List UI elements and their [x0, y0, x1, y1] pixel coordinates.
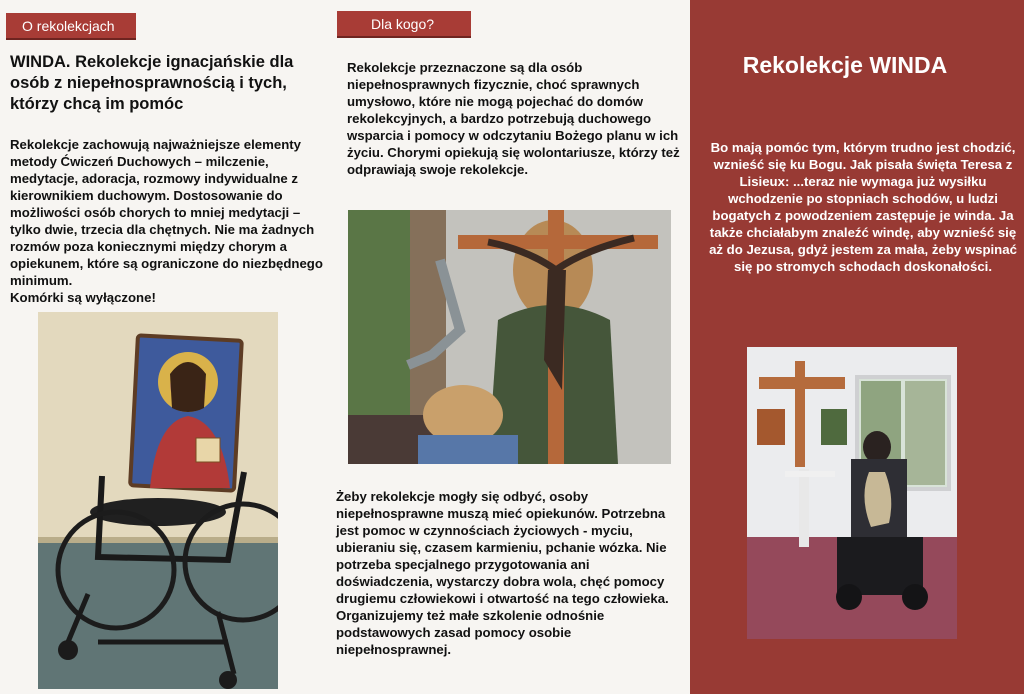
wheelchair-icon-illustration — [38, 312, 278, 689]
left-body — [10, 136, 330, 306]
crucifix-illustration — [348, 210, 671, 464]
page-title: WINDA. Rekolekcje ignacjańskie dla osób z niepełnosprawnością i tych, którzy chcą im pomóc — [10, 53, 294, 113]
left-body-text: Rekolekcje zachowują najważniejsze elementy metody Ćwiczeń Duchowych – milczenie, medytacje, adoracja, rozmowy indywidualne z kierownikiem duchowym. Dostosowanie do możliwości osób chorych to mniej medytacji – tylko dwie, trzecia dla chętnych. Nie ma żadnych rozmów poza koniecznymi między chorym a opiekunem, które są ograniczone do niezbędnego minimum. — [10, 137, 323, 288]
tab-o-rekolekcjach: O rekolekcjach — [6, 13, 136, 40]
right-body: Bo mają pomóc tym, którym trudno jest chodzić, wznieść się ku Bogu. Jak pisała święta Teresa z Lisieux: ...teraz nie wymaga już wysiłku wchodzenie po stopniach schodów, u ludzi bogatych z powodzeniem zastępuje je winda. Ja także chciałabym znaleźć windę, aby wznieść się aż do Jezusa, gdyż jestem za mała, żeby wspinać się po stromych schodach doskonałości. — [709, 140, 1017, 274]
wheelchair-photo — [38, 312, 278, 689]
chapel-illustration — [747, 347, 957, 639]
tab-dla-kogo: Dla kogo? — [337, 11, 471, 38]
middle-body-top: Rekolekcje przeznaczone są dla osób niepełnosprawnych fizycznie, choć sprawnych umysłowo, które nie mogą pojechać do domów rekolekcyjnych, a bardzo potrzebują duchowego wsparcia i pomocy w odczytaniu Bożego planu w ich życiu. Chorymi opiekują się wolontariusze, którzy też odprawiają swoje rekolekcje. — [347, 60, 680, 177]
chapel-photo — [747, 347, 957, 639]
crucifix-photo — [348, 210, 671, 464]
phones-off-text: Komórki są wyłączone! — [10, 290, 156, 305]
right-title: Rekolekcje WINDA — [742, 52, 948, 78]
middle-body-bottom: Żeby rekolekcje mogły się odbyć, osoby niepełnosprawne muszą mieć opiekunów. Potrzebna jest pomoc w czynnościach życiowych - myciu, ubieraniu się, czasem karmieniu, pchanie wózka. Nie potrzeba specjalnego przygotowania ani doświadczenia, wystarczy dobra wola, chęć pomocy drugiemu człowiekowi i otwartość na tego człowieka. Organizujemy też małe szkolenie odnośnie podstawowych zasad pomocy osobie niepełnosprawnej. — [336, 489, 669, 657]
